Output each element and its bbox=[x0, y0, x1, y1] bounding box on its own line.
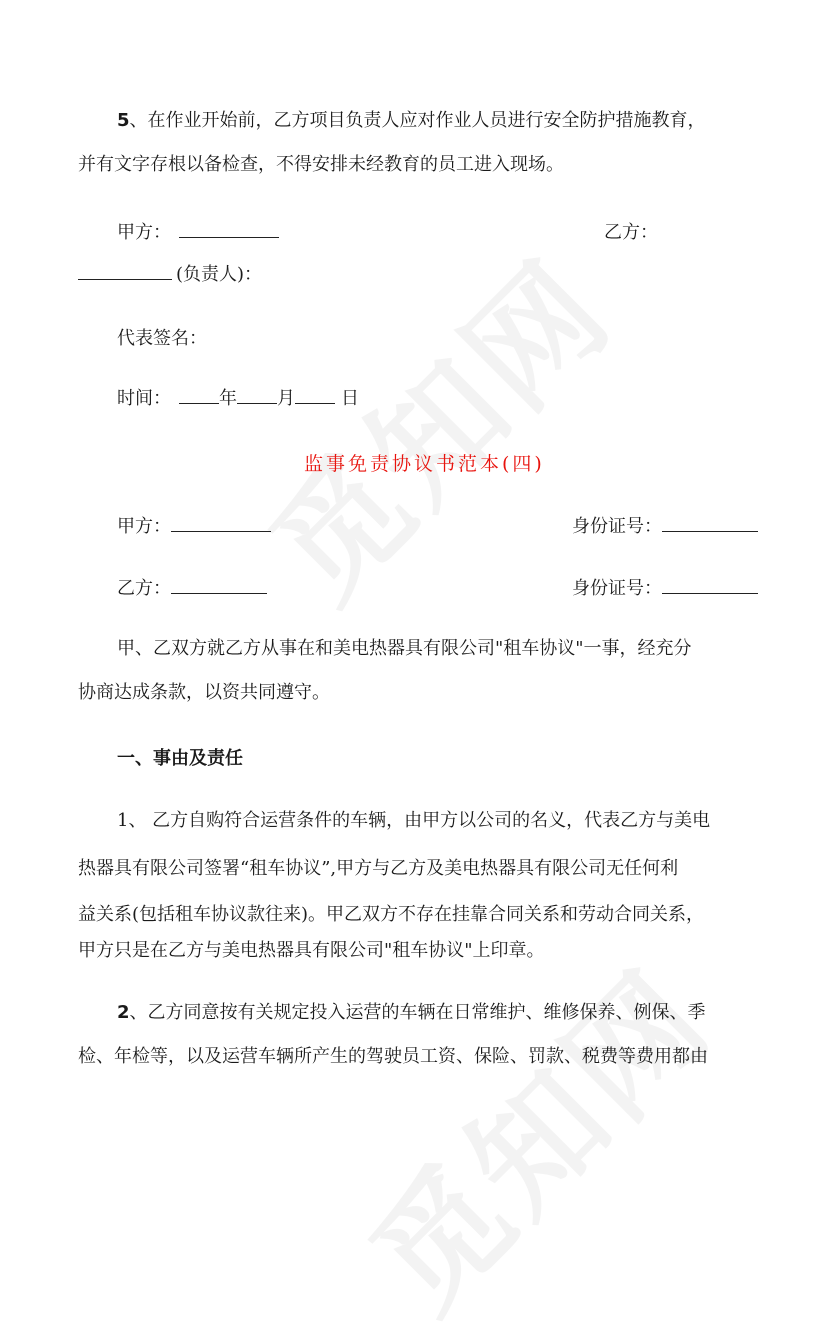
party-b-label: 乙方： bbox=[117, 578, 171, 599]
item-1-line-3: 益关系(包括租车协议款往来)。甲乙双方不存在挂靠合同关系和劳动合同关系， bbox=[78, 904, 705, 925]
sign-responsible-label: (负责人)： bbox=[176, 264, 263, 285]
watermark bbox=[224, 213, 645, 634]
id-b-label: 身份证号： bbox=[572, 578, 662, 599]
clause-5-number: 5 bbox=[117, 110, 130, 131]
watermark bbox=[324, 923, 745, 1344]
item-2-line-1 bbox=[117, 1004, 706, 1022]
party-b-blank bbox=[171, 592, 267, 594]
sign-time-label: 时间： bbox=[117, 388, 171, 409]
sign-responsible bbox=[78, 266, 262, 284]
clause-5-line-2: 并有文字存根以备检查，不得安排未经教育的员工进入现场。 bbox=[78, 154, 564, 175]
id-a-label: 身份证号： bbox=[572, 516, 662, 537]
item-1-line-2: 热器具有限公司签署“租车协议”,甲方与乙方及美电热器具有限公司无任何利 bbox=[78, 858, 679, 879]
party-a-blank bbox=[171, 530, 271, 532]
party-a-label: 甲方： bbox=[117, 516, 171, 537]
id-b-line bbox=[572, 580, 758, 598]
intro-line-1: 甲、乙双方就乙方从事在和美电热器具有限公司"租车协议"一事，经充分 bbox=[117, 638, 692, 659]
heading-1: 一、事由及责任 bbox=[117, 748, 243, 769]
item-2-text: 、乙方同意按有关规定投入运营的车辆在日常维护、维修保养、例保、季 bbox=[129, 1002, 706, 1023]
month-label: 月 bbox=[277, 388, 295, 409]
section-title: 监事免责协议书范本(四) bbox=[304, 453, 545, 475]
sign-party-a-label: 甲方： bbox=[117, 222, 171, 243]
clause-5-text: 、在作业开始前，乙方项目负责人应对作业人员进行安全防护措施教育， bbox=[129, 110, 706, 131]
sign-party-a bbox=[117, 224, 279, 242]
year-label: 年 bbox=[219, 388, 237, 409]
intro-line-2: 协商达成条款，以资共同遵守。 bbox=[78, 682, 330, 703]
year-blank bbox=[179, 402, 219, 404]
month-blank bbox=[237, 402, 277, 404]
party-a-line bbox=[117, 518, 271, 536]
id-b-blank bbox=[662, 592, 758, 594]
id-a-blank bbox=[662, 530, 758, 532]
sign-representative-label: 代表签名： bbox=[117, 328, 207, 349]
item-1-line-1: 1、 乙方自购符合运营条件的车辆，由甲方以公司的名义，代表乙方与美电 bbox=[117, 810, 711, 831]
sign-time bbox=[117, 390, 359, 408]
sign-party-b-label: 乙方： bbox=[604, 222, 658, 243]
id-a-line bbox=[572, 518, 758, 536]
day-blank bbox=[295, 402, 335, 404]
item-2-line-2: 检、年检等，以及运营车辆所产生的驾驶员工资、保险、罚款、税费等费用都由 bbox=[78, 1046, 708, 1067]
sign-party-a-blank bbox=[179, 236, 279, 238]
item-1-line-4: 甲方只是在乙方与美电热器具有限公司"租车协议"上印章。 bbox=[78, 940, 545, 961]
item-2-number: 2 bbox=[117, 1002, 130, 1023]
party-b-line bbox=[117, 580, 267, 598]
clause-5-line-1 bbox=[117, 112, 706, 130]
day-label: 日 bbox=[341, 388, 359, 409]
sign-responsible-blank bbox=[78, 278, 172, 280]
